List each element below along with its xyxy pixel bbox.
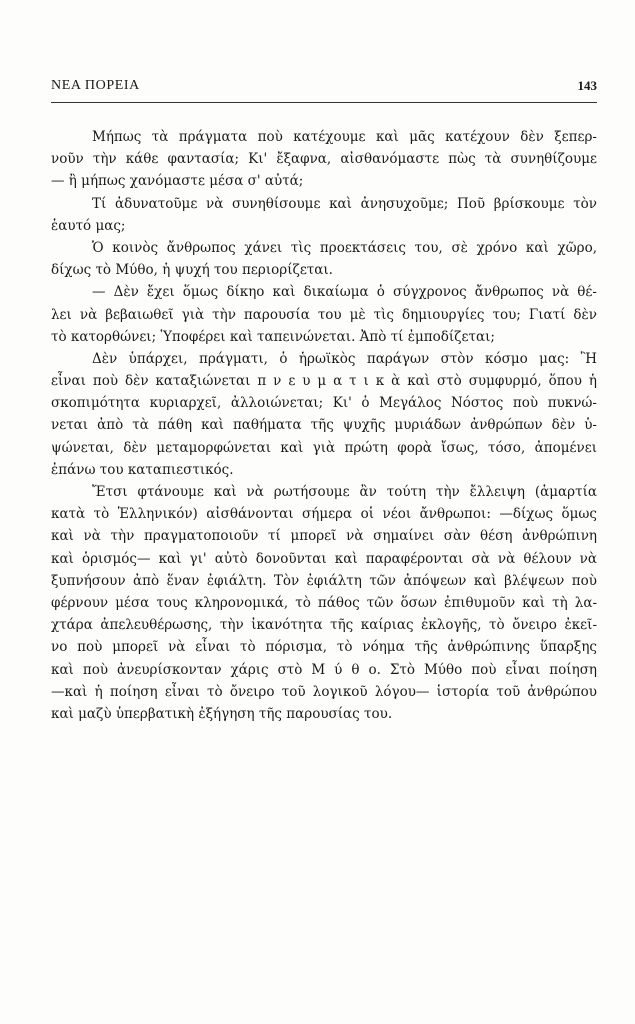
text-line: ἑαυτό μας; xyxy=(51,217,126,234)
text-line: καὶ μαζὺ ὑπερβατικὴ ἐξήγηση τῆς παρουσίας του. xyxy=(51,705,393,722)
header-rule xyxy=(51,102,597,103)
running-title: ΝΕΑ ΠΟΡΕΙΑ xyxy=(51,78,140,93)
text-line: καὶ ὁρισμός— καὶ γι' αὐτὸ δονοῦνται καὶ παραφέρονται σὰ νὰ θέλουν νὰ xyxy=(51,550,597,567)
text-line: Ἔτσι φτάνουμε καὶ νὰ ρωτήσουμε ἂν τούτη τὴν ἔλλειψη (ἁμαρτία xyxy=(92,484,597,500)
text-line: χτάρα ἀπελευθέρωσης, τὴν ἱκανότητα τῆς καίριας ἐκλογῆς, τὸ ὄνειρο ἐκεῖ- xyxy=(51,617,597,634)
text-line: φέρνουν μέσα τους κληρονομικά, τὸ πάθος τῶν ὅσων ἐπιθυμοῦν καὶ τὴ λα- xyxy=(51,594,597,611)
text-line: Μήπως τὰ πράγματα ποὺ κατέχουμε καὶ μᾶς κατέχουν δὲν ξεπερ- xyxy=(92,129,597,145)
page-number: 143 xyxy=(577,78,597,93)
text-line: κατὰ τὸ Ἑλληνικόν) αἰσθάνονται σήμερα οἱ νέοι ἄνθρωποι: —δίχως ὅμως xyxy=(51,506,597,523)
text-line: ψώνεται, δὲν μεταμορφώνεται καὶ γιὰ πρώτη φορὰ ἴσως, τόσο, ἀπομένει xyxy=(51,439,597,456)
text-line: τὸ κατορθώνει; Ὑποφέρει καὶ ταπεινώνεται. Ἀπὸ τί ἐμποδίζεται; xyxy=(51,328,495,345)
text-line: Δὲν ὑπάρχει, πράγματι, ὁ ἡρωϊκὸς παράγων στὸν κόσμο μας: Ἢ xyxy=(92,350,597,367)
text-line: νο ποὺ μπορεῖ νὰ εἶναι τὸ πόρισμα, τὸ νόημα τῆς ἀνθρώπινης ὕπαρξης xyxy=(51,639,597,656)
page-header xyxy=(51,78,597,102)
text-line: Ὁ κοινὸς ἄνθρωπος χάνει τὶς προεκτάσεις του, σὲ χρόνο καὶ χῶρο, xyxy=(92,239,597,256)
text-line: καὶ νὰ τὴν πραγματοποιοῦν τί μπορεῖ νὰ σημαίνει σὰν θέση ἀνθρώπινη xyxy=(51,528,597,545)
text-line: ἐπάνω του καταπιεστικός. xyxy=(51,461,234,478)
text-line: εἶναι ποὺ δὲν καταξιώνεται π ν ε υ μ α τ ι κ ὰ καὶ στὸ συμφυρμό, ὅπου ἡ xyxy=(51,373,597,390)
text-line: δίχως τὸ Μύθο, ἡ ψυχή του περιορίζεται. xyxy=(51,262,333,279)
text-line: — Δὲν ἔχει ὅμως δίκηο καὶ δικαίωμα ὁ σύγχρονος ἄνθρωπος νὰ θέ- xyxy=(92,284,597,301)
text-line: νεται ἀπὸ τὰ πάθη καὶ παθήματα τῆς ψυχῆς μυριάδων ἀνθρώπων δὲν ὑ- xyxy=(51,417,597,434)
text-line: —καὶ ἡ ποίηση εἶναι τὸ ὄνειρο τοῦ λογικοῦ λόγου— ἱστορία τοῦ ἀνθρώπου xyxy=(51,683,597,700)
text-line: Τί ἀδυνατοῦμε νὰ συνηθίσουμε καὶ ἀνησυχοῦμε; Ποῦ βρίσκουμε τὸν xyxy=(92,195,597,212)
text-line: καὶ ποὺ ἀνευρίσκονταν χάρις στὸ Μ ύ θ ο. Στὸ Μύθο ποὺ εἶναι ποίηση xyxy=(51,661,597,678)
text-line: νοῦν τὴν κάθε φαντασία; Κι' ἔξαφνα, αἰσθανόμαστε πὼς τὰ συνηθίζουμε xyxy=(51,151,597,168)
text-line: σκοπιμότητα κυριαρχεῖ, ἀλλοιώνεται; Κι' ὁ Μεγάλος Νόστος ποὺ πυκνώ- xyxy=(51,395,597,412)
text-line: — ἢ μήπως χανόμαστε μέσα σ' αὐτά; xyxy=(51,173,304,190)
text-line: λει νὰ βεβαιωθεῖ γιὰ τὴν παρουσία του μὲ τὶς δημιουργίες του; Γιατί δὲν xyxy=(51,306,597,323)
text-line: ξυπνήσουν ἀπὸ ἕναν ἐφιάλτη. Τὸν ἐφιάλτη τῶν ἀπόψεων καὶ βλέψεων ποὺ xyxy=(51,572,597,589)
body-text xyxy=(51,126,597,725)
